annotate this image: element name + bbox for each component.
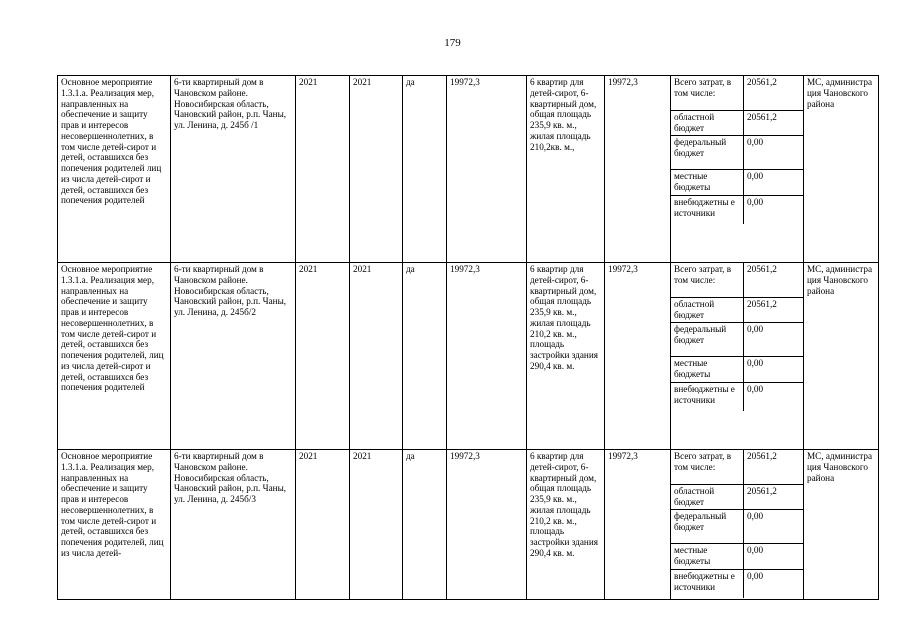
financing-local-label: местные бюджеты: [671, 357, 744, 382]
financing-total-label: Всего затрат, в том числе:: [671, 263, 744, 297]
financing-breakdown: [671, 263, 803, 411]
financing-regional-label: областной бюджет: [671, 485, 744, 509]
year-end-cell: 2021: [350, 76, 403, 263]
cost-cell: 19972,3: [447, 450, 527, 600]
financing-extra-label: внебюджетны е источники: [671, 383, 744, 411]
financing-regional-row: [671, 485, 803, 510]
financing-federal-label: федеральный бюджет: [671, 510, 744, 543]
object-cell: 6-ти квартирный дом в Чановском районе. Новосибирская область, Чановский район, р.п. Чаны, ул. Ленина, д. 245б /1: [171, 76, 296, 263]
year-start-cell: 2021: [296, 76, 350, 263]
financing-local-value: 0,00: [747, 171, 764, 181]
financing-cell: [671, 76, 804, 263]
financing-local-label: местные бюджеты: [671, 170, 744, 195]
financing-extra-value: 0,00: [747, 384, 764, 394]
financing-regional-label: областной бюджет: [671, 111, 744, 135]
financing-federal-value: 0,00: [747, 324, 764, 334]
financing-regional-label: областной бюджет: [671, 298, 744, 322]
cost2-cell: 19972,3: [605, 76, 671, 263]
table-row: [58, 263, 879, 450]
table-row: [58, 76, 879, 263]
year-start-cell: 2021: [296, 263, 350, 450]
cost-cell: 19972,3: [447, 76, 527, 263]
financing-local-row: [671, 357, 803, 383]
flag-cell: да: [403, 76, 447, 263]
financing-breakdown: [671, 76, 803, 224]
executor-cell: МС, администра ция Чановского района: [804, 263, 879, 450]
executor-cell: МС, администра ция Чановского района: [804, 450, 879, 600]
financing-extra-row: [671, 570, 803, 598]
financing-extra-row: [671, 196, 803, 224]
financing-total-value: 20561,2: [747, 77, 777, 87]
financing-local-row: [671, 544, 803, 570]
financing-cell: [671, 450, 804, 600]
object-cell: 6-ти квартирный дом в Чановском районе. Новосибирская область, Чановский район, р.п. Чаны, ул. Ленина, д. 245б/2: [171, 263, 296, 450]
cost2-cell: 19972,3: [605, 263, 671, 450]
financing-federal-value: 0,00: [747, 137, 764, 147]
financing-local-value: 0,00: [747, 545, 764, 555]
financing-total-value: 20561,2: [747, 451, 777, 461]
financing-total-row: [671, 450, 803, 485]
financing-extra-value: 0,00: [747, 571, 764, 581]
financing-regional-value: 20561,2: [747, 486, 777, 496]
description-cell: 6 квартир для детей-сирот, 6-квартирный дом, общая площадь 235,9 кв. м., жилая площадь 210,2 кв. м., площадь застройки здания 290,4 кв. м.: [527, 263, 605, 450]
financing-total-row: [671, 76, 803, 111]
executor-cell: МС, администра ция Чановского района: [804, 76, 879, 263]
table-row: [58, 450, 879, 600]
program-table: [57, 75, 879, 600]
financing-extra-label: внебюджетны е источники: [671, 570, 744, 598]
activity-cell: Основное мероприятие 1.3.1.а. Реализация мер, направленных на обеспечение и защиту прав и интересов несовершеннолетних, в том числе детей-сирот и детей, оставшихся без попечения родителей, лиц из числа детей-: [58, 450, 171, 600]
financing-cell: [671, 263, 804, 450]
financing-local-row: [671, 170, 803, 196]
financing-federal-row: [671, 136, 803, 170]
financing-total-label: Всего затрат, в том числе:: [671, 76, 744, 110]
financing-local-value: 0,00: [747, 358, 764, 368]
description-cell: 6 квартир для детей-сирот, 6-квартирный дом, общая площадь 235,9 кв. м., жилая площадь 210,2кв. м.,: [527, 76, 605, 263]
financing-regional-row: [671, 111, 803, 136]
financing-federal-label: федеральный бюджет: [671, 323, 744, 356]
financing-extra-value: 0,00: [747, 197, 764, 207]
financing-regional-value: 20561,2: [747, 299, 777, 309]
financing-regional-value: 20561,2: [747, 112, 777, 122]
cost2-cell: 19972,3: [605, 450, 671, 600]
description-cell: 6 квартир для детей-сирот, 6-квартирный дом, общая площадь 235,9 кв. м., жилая площадь 210,2 кв. м., площадь застройки здания 290,4 кв. м.: [527, 450, 605, 600]
object-cell: 6-ти квартирный дом в Чановском районе. Новосибирская область, Чановский район, р.п. Чаны, ул. Ленина, д. 245б/3: [171, 450, 296, 600]
financing-local-label: местные бюджеты: [671, 544, 744, 569]
financing-extra-label: внебюджетны е источники: [671, 196, 744, 224]
financing-total-label: Всего затрат, в том числе:: [671, 450, 744, 484]
financing-federal-value: 0,00: [747, 511, 764, 521]
financing-extra-row: [671, 383, 803, 411]
cost-cell: 19972,3: [447, 263, 527, 450]
financing-federal-row: [671, 323, 803, 357]
financing-federal-row: [671, 510, 803, 544]
activity-cell: Основное мероприятие 1.3.1.а. Реализация мер, направленных на обеспечение и защиту прав и интересов несовершеннолетних, в том числе детей-сирот и детей, оставшихся без попечения родителей, лиц из числа детей-сирот и детей, оставшихся без попечения родителей: [58, 263, 171, 450]
financing-federal-label: федеральный бюджет: [671, 136, 744, 169]
year-end-cell: 2021: [350, 263, 403, 450]
financing-breakdown: [671, 450, 803, 598]
year-end-cell: 2021: [350, 450, 403, 600]
activity-cell: Основное мероприятие 1.3.1.а. Реализация мер, направленных на обеспечение и защиту прав и интересов несовершеннолетних, в том числе детей-сирот и детей, оставшихся без попечения родителей лиц из числа детей-сирот и детей, оставшихся без попечения родителей: [58, 76, 171, 263]
financing-regional-row: [671, 298, 803, 323]
financing-total-row: [671, 263, 803, 298]
page-number: 179: [444, 37, 461, 49]
year-start-cell: 2021: [296, 450, 350, 600]
flag-cell: да: [403, 263, 447, 450]
flag-cell: да: [403, 450, 447, 600]
financing-total-value: 20561,2: [747, 264, 777, 274]
